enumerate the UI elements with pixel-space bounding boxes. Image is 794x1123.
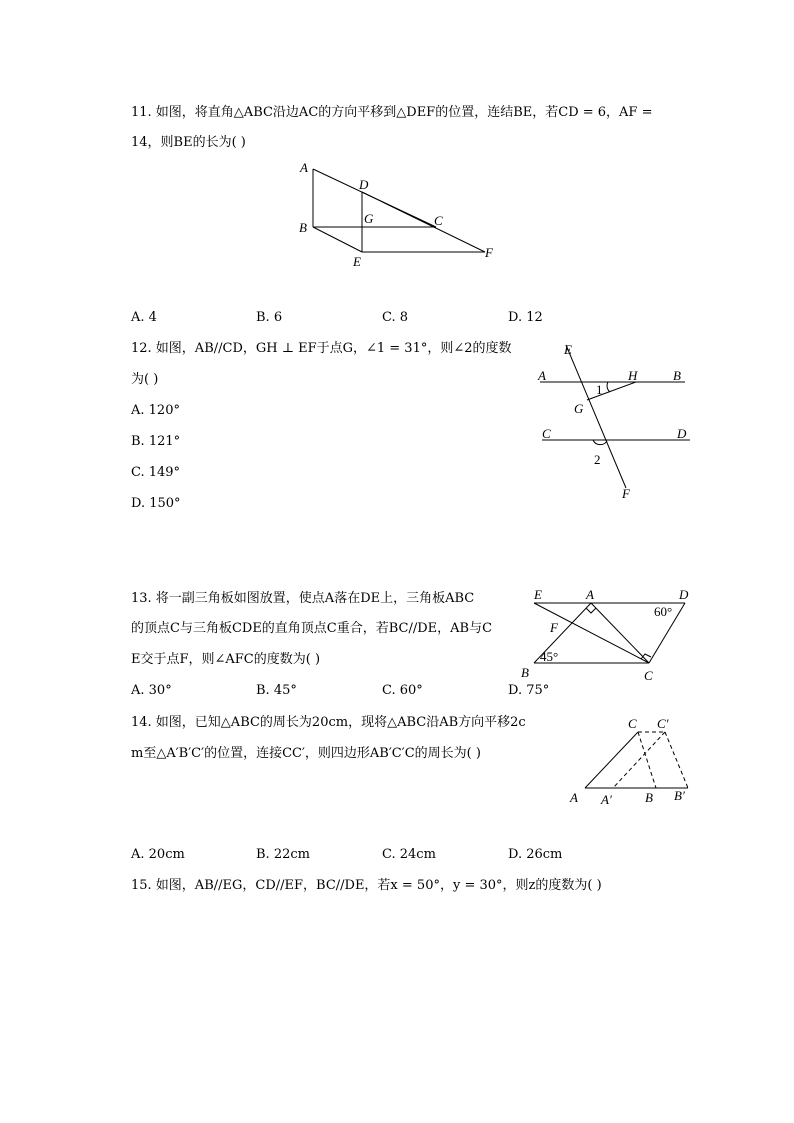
q13-label-c: C: [644, 668, 653, 683]
q12-option-d: D. 150°: [131, 496, 181, 511]
q13-right-angle-a: [586, 608, 596, 613]
q13-stem-line3: E交于点F，则∠AFC的度数为( ): [131, 652, 321, 667]
q12-label-d: D: [677, 426, 687, 441]
q12-segment-gh: [587, 382, 636, 400]
q13-label-a: A: [586, 587, 594, 602]
q14-label-b: B: [645, 790, 653, 805]
q11-option-c: C. 8: [382, 310, 409, 325]
q12-label-g: G: [574, 401, 584, 416]
q12-angle2-arc: [593, 440, 607, 445]
q11-segment-be: [313, 227, 362, 252]
q13-option-c: C. 60°: [382, 683, 423, 698]
q12-label-angle1: 1: [596, 382, 603, 397]
q11-stem-line1: 11. 如图，将直角△ABC沿边AC的方向平移到△DEF的位置，连结BE，若CD = 6，AF =: [131, 105, 653, 120]
q13-label-angle60: 60°: [654, 604, 673, 619]
q14-option-b: B. 22cm: [256, 847, 310, 862]
q13-segment-ac: [591, 603, 649, 663]
q11-label-f: F: [485, 245, 493, 260]
q14-segment-cb: [638, 732, 656, 788]
q12-label-b: B: [673, 368, 681, 383]
q11-stem-line2: 14，则BE的长为( ): [131, 135, 246, 150]
q14-segment-c2a2: [613, 732, 665, 788]
q12-label-f: F: [622, 486, 630, 501]
q12-option-b: B. 121°: [131, 434, 181, 449]
q13-label-d: D: [679, 587, 689, 602]
q12-label-angle2: 2: [594, 452, 601, 467]
q14-stem-line1: 14. 如图，已知△ABC的周长为20cm，现将△ABC沿AB方向平移2c: [131, 715, 526, 730]
q14-option-d: D. 26cm: [508, 847, 563, 862]
q12-label-c: C: [542, 426, 551, 441]
q13-label-angle45: 45°: [540, 649, 559, 664]
q11-option-d: D. 12: [508, 310, 543, 325]
q13-option-d: D. 75°: [508, 683, 550, 698]
q14-label-b2: B′: [674, 788, 685, 803]
q11-label-c: C: [434, 213, 443, 228]
q11-option-b: B. 6: [256, 310, 283, 325]
q13-label-e: E: [534, 587, 542, 602]
q14-segment-c2b2: [665, 732, 688, 788]
q11-label-e: E: [353, 254, 361, 269]
q14-label-a: A: [570, 790, 578, 805]
q12-label-e: E: [564, 342, 572, 357]
q11-option-a: A. 4: [131, 310, 157, 325]
q12-label-h: H: [628, 368, 638, 383]
q14-label-a2: A′: [601, 792, 612, 807]
q12-stem-line2: 为( ): [131, 372, 159, 387]
q11-segment-df: [362, 192, 485, 252]
q14-stem-line2: m至△A′B′C′的位置，连接CC′，则四边形AB′C′C的周长为( ): [131, 746, 481, 761]
q14-label-c: C: [628, 716, 637, 731]
q12-option-a: A. 120°: [131, 403, 180, 418]
q13-option-b: B. 45°: [256, 683, 297, 698]
q13-option-a: A. 30°: [131, 683, 172, 698]
q11-label-a: A: [300, 160, 308, 175]
q13-right-angle-c: [641, 654, 651, 659]
q13-figure: [520, 583, 700, 683]
q11-label-g: G: [364, 211, 374, 226]
q14-option-a: A. 20cm: [131, 847, 185, 862]
q11-label-d: D: [359, 177, 369, 192]
q14-label-c2: C′: [657, 716, 669, 731]
q12-stem-line1: 12. 如图，AB//CD，GH ⊥ EF于点G，∠1 = 31°，则∠2的度数: [131, 341, 512, 356]
q14-segment-ac: [585, 732, 638, 788]
q12-figure: [530, 340, 700, 505]
q14-figure: [560, 710, 700, 810]
q14-option-c: C. 24cm: [382, 847, 436, 862]
q13-label-f: F: [550, 620, 558, 635]
q12-label-a: A: [538, 368, 546, 383]
q12-angle1-arc: [607, 382, 610, 392]
q12-option-c: C. 149°: [131, 465, 181, 480]
q11-label-b: B: [299, 220, 307, 235]
q15-stem-line1: 15. 如图，AB//EG，CD//EF，BC//DE，若x = 50°，y = 30°，则z的度数为( ): [131, 878, 602, 893]
q11-figure: [290, 155, 510, 275]
q13-label-b: B: [521, 665, 529, 680]
q13-stem-line2: 的顶点C与三角板CDE的直角顶点C重合，若BC//DE，AB与C: [131, 621, 493, 636]
q13-stem-line1: 13. 将一副三角板如图放置，使点A落在DE上，三角板ABC: [131, 591, 475, 606]
